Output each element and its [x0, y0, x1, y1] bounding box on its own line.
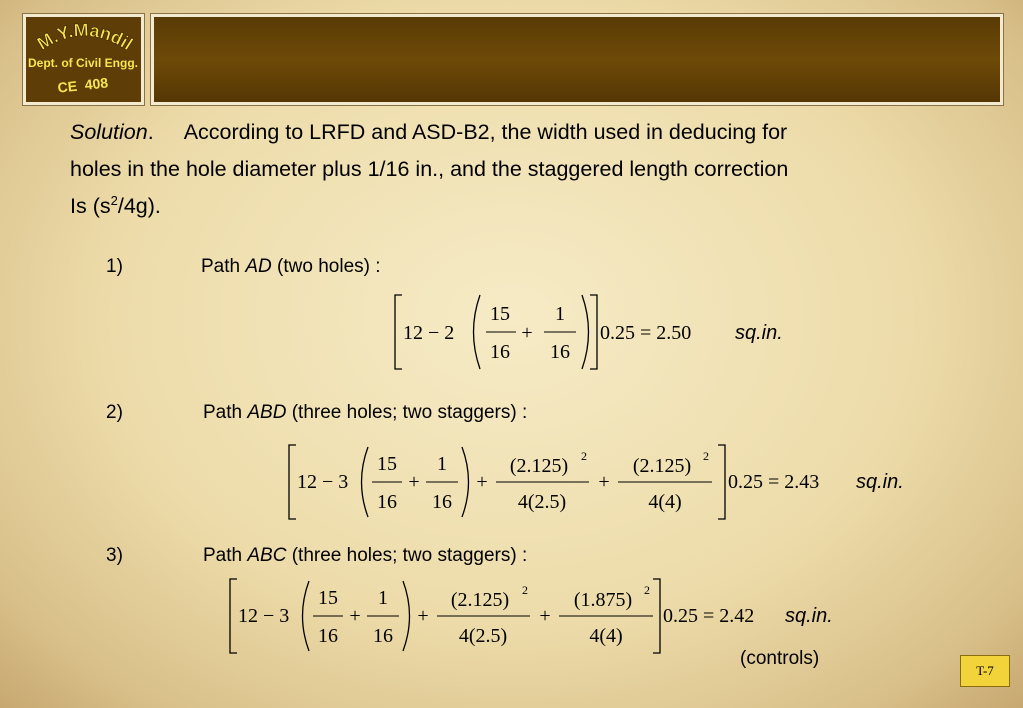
eq2-stagger2-num: (2.125)	[632, 455, 692, 477]
svg-text:M.Y.Mandil	[34, 20, 137, 55]
eq3-stagger2-exp: 2	[644, 583, 650, 597]
solution-label: Solution	[70, 120, 148, 144]
eq3-plus-3: +	[539, 605, 551, 627]
eq3-plus-1: +	[349, 605, 361, 627]
eq1-frac1-den: 16	[490, 341, 510, 363]
equation-1	[390, 292, 820, 372]
eq1-result: 0.25 = 2.50	[600, 322, 692, 344]
logo-badge	[23, 14, 144, 105]
logo-emblem	[26, 17, 141, 102]
path-2-name: ABD	[247, 402, 287, 423]
eq2-frac1-num: 15	[377, 453, 397, 475]
eq3-unit: sq.in.	[785, 605, 833, 627]
eq1-lead: 12 − 2	[403, 322, 455, 344]
path-2-pre: Path	[203, 402, 248, 423]
solution-paragraph	[70, 114, 960, 225]
eq2-lead: 12 − 3	[297, 471, 349, 493]
logo-course: CE 408	[56, 74, 109, 96]
eq1-frac2-den: 16	[550, 341, 570, 363]
solution-line-1	[70, 114, 960, 151]
eq2-plus-2: +	[476, 471, 488, 493]
path-3-name: ABC	[247, 545, 287, 566]
eq3-stagger1-den: 4(2.5)	[458, 625, 508, 647]
eq2-unit: sq.in.	[856, 471, 904, 493]
solution-text-2: holes in the hole diameter plus 1/16 in., and the staggered length correction	[70, 157, 789, 181]
controls-note: (controls)	[740, 648, 820, 669]
slide-tag: T-7	[960, 655, 1010, 687]
eq2-stagger2-exp: 2	[703, 449, 709, 463]
path-2-number: 2)	[106, 402, 123, 423]
eq2-stagger1-exp: 2	[581, 449, 587, 463]
path-3-desc: (three holes; two staggers) :	[286, 545, 528, 566]
solution-dot: .	[147, 120, 154, 144]
path-3-text	[203, 545, 527, 567]
path-1-name: AD	[245, 256, 272, 277]
solution-text-1: According to LRFD and ASD-B2, the width used in deducing for	[183, 120, 788, 144]
logo-dept: Dept. of Civil Engg.	[28, 56, 138, 70]
eq2-result: 0.25 = 2.43	[728, 471, 820, 493]
path-2-text	[203, 402, 527, 424]
eq1-plus: +	[521, 322, 533, 344]
path-2-desc: (three holes; two staggers) :	[286, 402, 528, 423]
eq3-frac1-den: 16	[318, 625, 338, 647]
eq2-stagger2-den: 4(4)	[648, 491, 682, 513]
eq2-frac2-num: 1	[437, 453, 447, 475]
eq3-stagger1-num: (2.125)	[450, 589, 510, 611]
eq3-stagger2-num: (1.875)	[573, 589, 633, 611]
eq2-stagger1-num: (2.125)	[509, 455, 569, 477]
eq2-plus-1: +	[408, 471, 420, 493]
eq3-stagger1-exp: 2	[522, 583, 528, 597]
equation-3	[225, 575, 865, 657]
eq1-frac2-num: 1	[555, 303, 565, 325]
solution-text-3a: Is (s	[70, 194, 111, 218]
eq2-frac2-den: 16	[432, 491, 452, 513]
eq3-plus-2: +	[417, 605, 429, 627]
path-1-number: 1)	[106, 256, 123, 277]
eq3-stagger2-den: 4(4)	[589, 625, 623, 647]
title-bar	[151, 14, 1003, 105]
solution-line-3	[70, 188, 960, 225]
eq1-unit: sq.in.	[735, 322, 783, 344]
solution-sup: 2	[110, 192, 118, 208]
path-1-text	[201, 256, 381, 278]
path-3-pre: Path	[203, 545, 248, 566]
eq3-frac1-num: 15	[318, 587, 338, 609]
path-1-pre: Path	[201, 256, 246, 277]
eq3-frac2-den: 16	[373, 625, 393, 647]
eq3-frac2-num: 1	[378, 587, 388, 609]
eq1-frac1-num: 15	[490, 303, 510, 325]
eq2-frac1-den: 16	[377, 491, 397, 513]
equation-2	[284, 441, 924, 523]
solution-text-3b: /4g).	[117, 194, 161, 218]
path-1-desc: (two holes) :	[271, 256, 381, 277]
eq3-lead: 12 − 3	[238, 605, 290, 627]
path-3-number: 3)	[106, 545, 123, 566]
eq3-result: 0.25 = 2.42	[663, 605, 755, 627]
eq2-plus-3: +	[598, 471, 610, 493]
eq2-stagger1-den: 4(2.5)	[517, 491, 567, 513]
logo-name: M.Y.Mandil	[33, 19, 137, 55]
